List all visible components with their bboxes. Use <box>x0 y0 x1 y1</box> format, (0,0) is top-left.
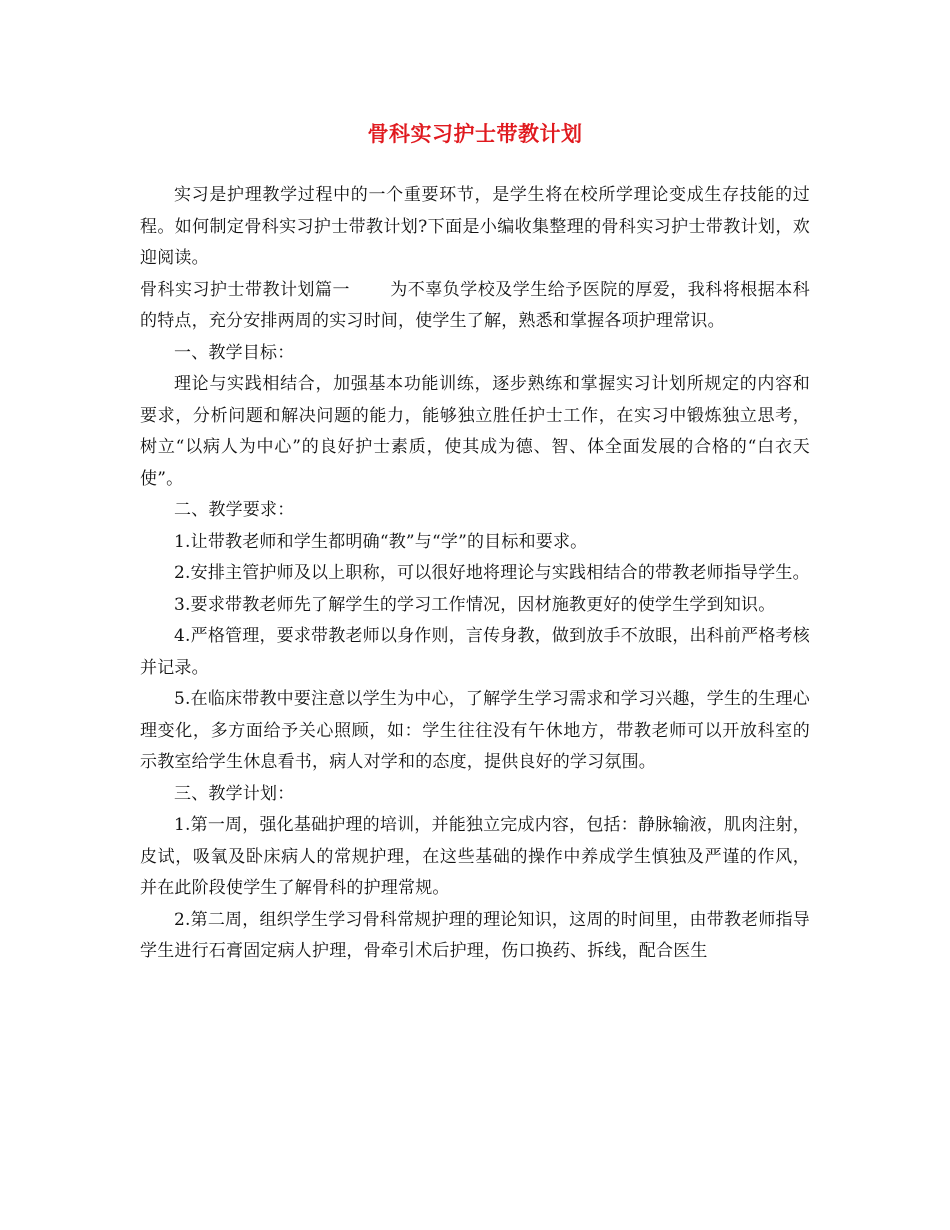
document-title: 骨科实习护士带教计划 <box>367 121 583 146</box>
requirement-item: 3.要求带教老师先了解学生的学习工作情况，因材施教更好的使学生学到知识。 <box>174 594 776 615</box>
requirement-item: 5.在临床带教中要注意以学生为中心，了解学生学习需求和学习兴趣，学生的生理心理变化，多方面给予关心照顾，如：学生往往没有午休地方，带教老师可以开放科室的示教室给学生休息看书，病人对学和的态度，提供良好的学习氛围。 <box>140 689 810 772</box>
document-body <box>140 180 810 968</box>
section-heading-plan: 三、教学计划： <box>174 783 295 804</box>
part-text: 为不辜负学校及学生给予医院的厚爱，我科将根据本科的特点，充分安排两周的实习时间，使学生了解，熟悉和掌握各项护理常识。 <box>140 279 810 331</box>
intro-paragraph: 实习是护理教学过程中的一个重要环节，是学生将在校所学理论变成生存技能的过程。如何制定骨科实习护士带教计划?下面是小编收集整理的骨科实习护士带教计划，欢迎阅读。 <box>140 185 810 268</box>
section-heading-objectives: 一、教学目标： <box>174 342 295 363</box>
requirement-item: 4.严格管理，要求带教老师以身作则，言传身教，做到放手不放眼，出科前严格考核并记录。 <box>140 626 810 678</box>
part-paragraph <box>140 275 810 338</box>
part-label: 骨科实习护士带教计划篇一 <box>140 279 350 300</box>
plan-item: 2.第二周，组织学生学习骨科常规护理的理论知识，这周的时间里，由带教老师指导学生进行石膏固定病人护理，骨牵引术后护理，伤口换药、拆线，配合医生 <box>140 909 810 961</box>
section-heading-requirements: 二、教学要求： <box>174 500 295 520</box>
requirement-item: 1.让带教老师和学生都明确“教”与“学”的目标和要求。 <box>174 531 588 552</box>
requirement-item: 2.安排主管护师及以上职称，可以很好地将理论与实践相结合的带教老师指导学生。 <box>174 563 810 583</box>
objectives-paragraph: 理论与实践相结合，加强基本功能训练，逐步熟练和掌握实习计划所规定的内容和要求，分析问题和解决问题的能力，能够独立胜任护士工作，在实习中锻炼独立思考，树立“以病人为中心”的良好护士素质，使其成为德、智、体全面发展的合格的“白衣天使”。 <box>140 374 810 489</box>
plan-item: 1.第一周，强化基础护理的培训，并能独立完成内容，包括：静脉输液，肌肉注射，皮试，吸氧及卧床病人的常规护理，在这些基础的操作中养成学生慎独及严谨的作风，并在此阶段使学生了解骨科的护理常规。 <box>140 815 810 898</box>
